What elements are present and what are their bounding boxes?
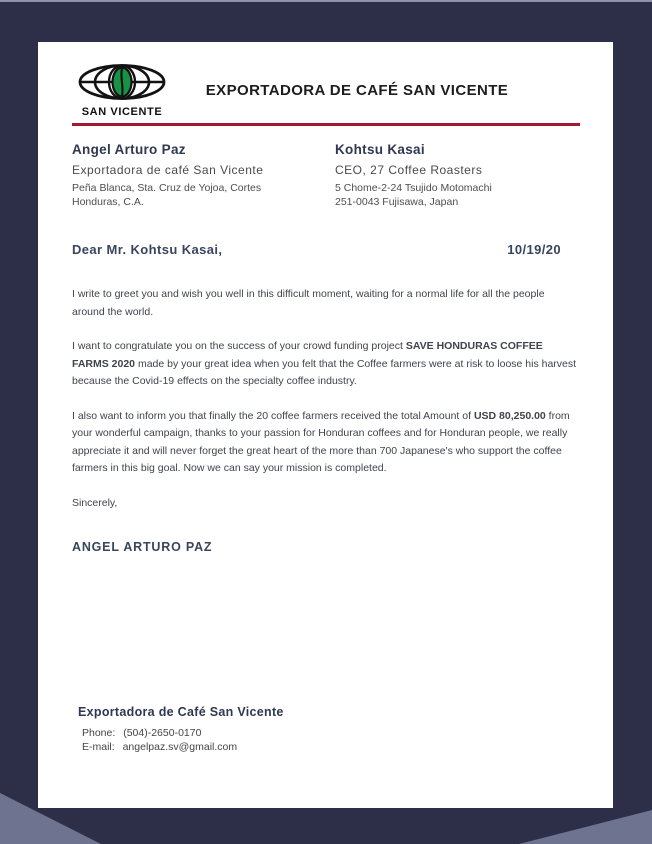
company-logo: [72, 63, 172, 118]
recipient-org: CEO, 27 Coffee Roasters: [335, 163, 483, 177]
letter-footer: [78, 705, 284, 754]
sender-address: [72, 141, 335, 209]
phone-value: (504)-2650-0170: [123, 727, 202, 739]
salutation-row: [72, 242, 580, 257]
email-value: angelpaz.sv@gmail.com: [122, 741, 238, 753]
recipient-name: Kohtsu Kasai: [335, 142, 425, 157]
address-block: [72, 141, 580, 209]
phone-label: Phone:: [82, 727, 116, 739]
sender-address-line: Honduras, C.A.: [72, 196, 144, 208]
recipient-address-line: 251-0043 Fujisawa, Japan: [335, 196, 459, 208]
header-divider: [72, 123, 580, 126]
letter-content: [38, 58, 613, 554]
recipient-address-line: 5 Chome-2-24 Tsujido Motomachi: [335, 182, 492, 194]
salutation: Dear Mr. Kohtsu Kasai,: [72, 242, 223, 257]
sender-org: Exportadora de café San Vicente: [72, 163, 264, 177]
footer-company-name: Exportadora de Café San Vicente: [78, 705, 284, 719]
letter-body: [72, 286, 580, 478]
company-title: EXPORTADORA DE CAFÉ SAN VICENTE: [205, 81, 509, 99]
sender-address-line: Peña Blanca, Sta. Cruz de Yojoa, Cortes: [72, 182, 262, 194]
footer-email: [82, 740, 284, 754]
corner-triangle-right: [519, 810, 652, 844]
footer-phone: [82, 726, 284, 740]
title-wrap: [172, 82, 580, 99]
letterhead: [72, 58, 580, 122]
letter-page: [38, 42, 613, 808]
sender-name: Angel Arturo Paz: [72, 142, 186, 157]
globe-coffee-bean-icon: [74, 63, 170, 103]
logo-wordmark: SAN VICENTE: [81, 105, 163, 118]
signature-name: ANGEL ARTURO PAZ: [72, 539, 213, 554]
closing: Sincerely,: [72, 496, 118, 509]
letter-paragraph: I also want to inform you that finally the 20 coffee farmers received the total Amount of USD 80,250.00 from your wonderful campaign, thanks to your passion for Honduran coffees and for Honduran people, we really appreciate it and will never forget the great heart of the more than 700 Japanese's who support the coffee farmers in this big goal. Now we can say your mission is completed.: [72, 409, 570, 474]
letter-paragraph: I want to congratulate you on the success of your crowd funding project SAVE HONDURAS COFFEE FARMS 2020 made by your great idea when you felt that the Coffee farmers were at risk to loose his harvest because the Covid-19 effects on the specialty coffee industry.: [72, 340, 577, 387]
top-edge-line: [0, 0, 652, 2]
letter-date: 10/19/20: [507, 242, 561, 257]
recipient-address: [335, 141, 580, 209]
email-label: E-mail:: [82, 741, 115, 753]
letter-paragraph: I write to greet you and wish you well in this difficult moment, waiting for a normal life for all the people around the world.: [72, 288, 545, 318]
